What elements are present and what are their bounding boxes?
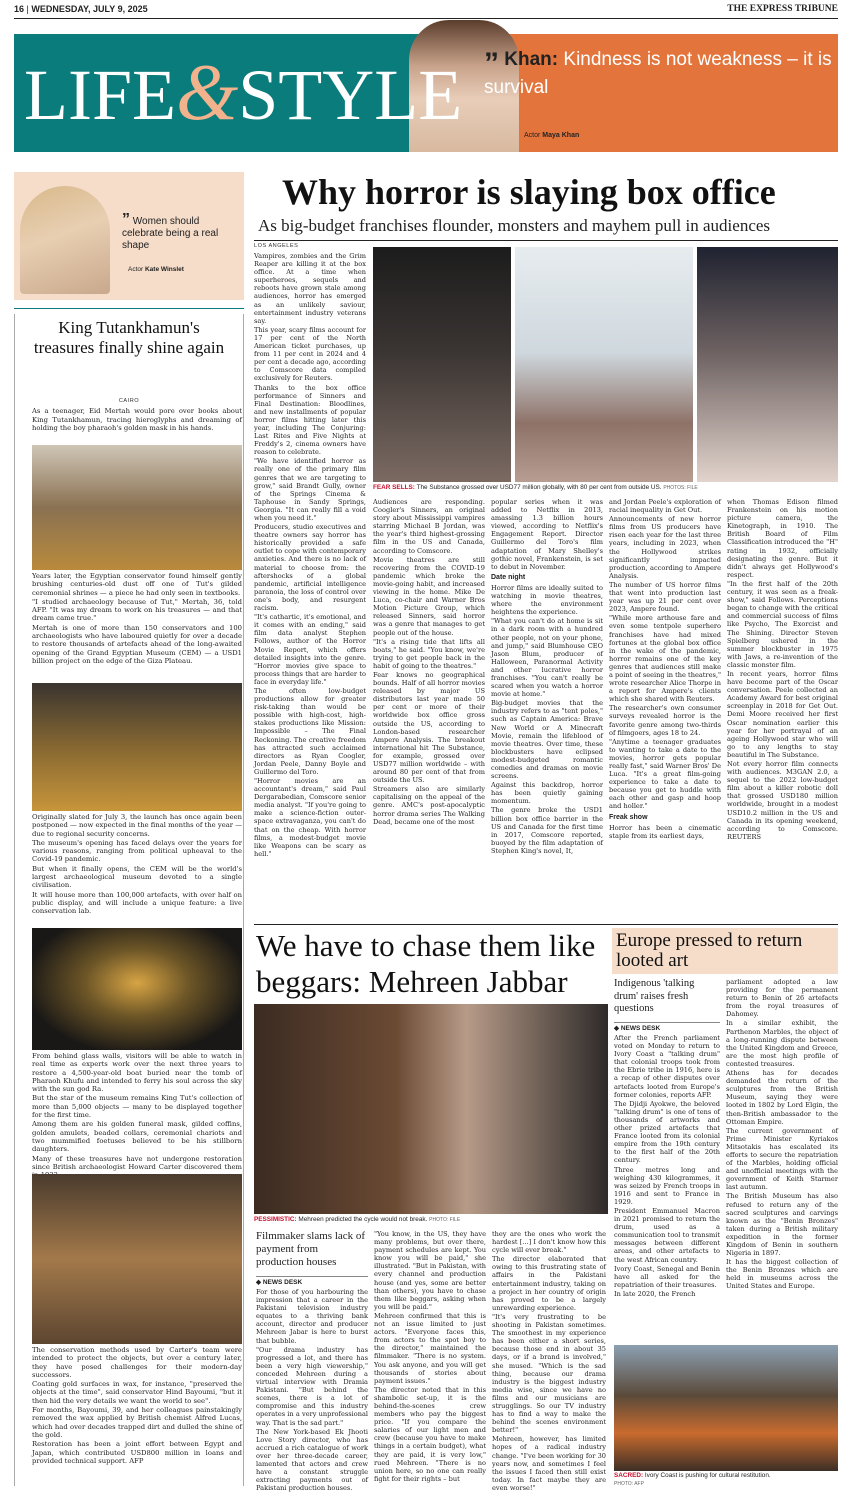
europe-subhead: Indigenous 'talking drum' raises fresh questions (614, 978, 695, 1014)
photo-tut-mask (32, 928, 242, 1050)
tut-section-4: The conservation methods used by Carter's team were intended to protect the objects, but over a century later, they have posed challenges for their modern-day successors. Coating gold surfaces in wax, for instance, "preserved the objects at the time", said conservator Hind Bayoumi, "but it then hid the very details we want the world to see". For months, Bayoumi, 39, and her colleagues painstakingly removed the wax applied by British chemist Alfred Lucas, which had over decades trapped dirt and dulled the shine of the gold. Restoration has been a joint effort between Egypt and Japan, which contributed USD800 million in loans and provided technical support. AFP (32, 1346, 242, 1465)
mehreen-subhead: Filmmaker slams lack of payment from production houses (256, 1230, 366, 1268)
horror-column-3: popular series when it was added to Netflix in 2013, amassing 1.3 billion hours viewed, according to Netflix's Engagement Report. Director Guillermo del Toro's film adaptation of Mary Shelley's gothic novel, Frankenstein, is set to debut in November. Date night Horror films are ideally suited to watching in movie theatres, where the environment heightens the experience. "What you can't do at home is sit in a dark room with a hundred other people, not on your phone, and jump," said Blumhouse CEO Jason Blum, producer of Halloween, Paranormal Activity and other lucrative horror franchises. "You can't really be scared when you watch a horror movie at home." Big-budget movies that the industry refers to as "tent poles," such as Captain America: Brave New World or A Minecraft Movie, remain the lifeblood of movie theatres. Over time, these blockbusters have eclipsed modest-budgeted romantic comedies and dramas on movie screens. Against this backdrop, horror has been quietly gaining momentum. The genre broke the USD1 billion box office barrier in the US and Canada for the first time in 2017, Comscore reported, buoyed by the film adaptation of Stephen King's novel, It, (491, 498, 603, 855)
horror-column-4: and Jordan Peele's exploration of racial inequality in Get Out. Announcements of new horror films from US producers have risen each year for the last three years, including in 2023, when the Hollywood strikes significantly impacted production, according to Ampere Analysis. The number of US horror films that went into production last year was up 21 per cent over 2023, Ampere found. "While more arthouse fare and even some tentpole superhero franchises have had mixed fortunes at the global box office in the wake of the pandemic, horror remains one of the key genres that audiences still make a point of seeing in the theatres," wrote researcher Alice Thorpe in a report for Ampere's clients which she shared with Reuters. The researcher's own consumer surveys revealed horror is the favorite genre among two-thirds of filmgoers, ages 18 to 24. "Anytime a teenager graduates to wanting to take a date to the movies, horror gets popular really fast," said Warner Bros' De Luca. "It's a great film-going experience to take a date to because you get to huddle with each other and gasp and hoop and holler." Freak show Horror has been a cinematic staple from its earliest days, (609, 498, 721, 840)
quote-name: Khan: (504, 49, 559, 70)
horror-caption: FEAR SELLS: The Substance grossed over USD77 million globally, with 80 per cent from outside US. PHOTOS: FILE (373, 484, 698, 491)
lower-rule (254, 924, 838, 925)
mehreen-caption: PESSIMISTIC: Mehreen predicted the cycle would not break. PHOTO: FILE (254, 1216, 461, 1223)
horror-dateline: LOS ANGELES (254, 243, 299, 249)
horror-column-2: Audiences are responding. Coogler's Sinners, an original story about Mississippi vampires starring Michael B Jordan, was the year's third highest-grossing film in the US and Canada, according to Comscore. Movie theatres are still recovering from the COVID-19 pandemic which broke the movie-going habit, and increased viewing in the home. Mike De Luca, co-chair and Warner Bros Motion Picture Group, which released Sinners, said horror was a genre that manages to get people out of the house. "It's a rising tide that lifts all boats," he said. "You know, we're trying to get people back in the habit of going to the theatres." Fear knows no geographical bounds. Half of all horror movies released by major US distributors last year made 50 per cent or more of their worldwide box office gross outside the US, according to London-based researcher Ampere Analysis. The breakout international hit The Substance, for example, grossed over USD77 million worldwide – with around 80 per cent of that from outside the US. Streamers also are similarly capitalising on the appeal of the genre. AMC's post-apocalyptic horror drama series The Walking Dead, became one of the most (373, 498, 485, 826)
europe-headline: Europe pressed to return looted art (616, 930, 803, 971)
mehreen-headline: We have to chase them like beggars: Mehreen Jabbar (256, 928, 596, 999)
horror-deck: As big-budget franchises flounder, monsters and mayhem pull in audiences (258, 216, 771, 235)
section-title (24, 49, 463, 140)
banner-credit: Actor Maya Khan (524, 132, 580, 139)
quote-mark-icon: ” (484, 47, 499, 80)
tut-top-rule (14, 308, 244, 309)
europe-caption: SACRED: Ivory Coast is pushing for cultural restitution. PHOTO: AFP (614, 1472, 771, 1487)
tut-dateline: CAIRO (118, 398, 140, 404)
photo-tut-coffin (32, 683, 242, 811)
page-header: 16 | WEDNESDAY, JULY 9, 2025 THE EXPRESS TRIBUNE (14, 4, 838, 14)
tut-headline: King Tutankhamun's treasures finally shine again (33, 318, 225, 357)
section-banner (14, 34, 838, 152)
winslet-quote-text: Women should celebrate being a real shape (122, 216, 219, 251)
europe-headline-box (612, 928, 838, 974)
mehreen-column-3: they are the ones who work the hardest [...] I don't know how this cycle will ever break." The director elaborated that owing to this frustrating state of affairs in the Pakistani entertainment industry, taking on a project in her country of origin has proved to be a largely unrewarding experience. "It's very frustrating to be shooting in Pakistan sometimes. The smoothest in my experience has been either a short series, because those end in about 35 days, or if a brand is involved," she mused. "Which is the sad thing, because our drama industry is the biggest industry media wise, since we have no films and our musicians are strugglings. So our TV industry has to find a way to make the behind the scenes environment better!" Mehreen, however, has limited hopes of a radical industry change. "I've been working for 30 years now, and sometimes I feel the issues I faced then still exist today. In fact maybe they are even worse!" (492, 1230, 606, 1492)
europe-column-2: parliament adopted a law providing for the permanent return to Benin of 26 artefacts from the royal treasures of Dahomey. In a similar exhibit, the Parthenon Marbles, the object of a long-running dispute between the United Kingdom and Greece, are the most high profile of contested treasures. Athens has for decades demanded the return of the sculptures from the British Museum, saying they were looted in 1802 by Lord Elgin, the then-British ambassador to the Ottoman Empire. The current government of Prime Minister Kyriakos Mitsotakis has escalated its efforts to secure the repatriation of the Marbles, holding official and unofficial meetings with the government of Keith Starmer last autumn. The British Museum has also refused to return any of the sacred sculptures and carvings known as the "Benin Bronzes" taken during a British military expedition in the former Kingdom of Benin in southern Nigeria in 1897. It has the biggest collection of the Benin Bronzes which are held in museums across the United States and Europe. (726, 978, 838, 1291)
page-date: WEDNESDAY, JULY 9, 2025 (31, 4, 148, 14)
europe-column-1: After the French parliament voted on Monday to return to Ivory Coast a "talking drum" that colonial troops took from the Ebrie tribe in 1916, here is a recap of other disputes over artefacts looted from Europe's former colonies, reports AFP. The Djidji Ayokwe, the beloved "talking drum" is one of tens of thousands of artworks and other prized artefacts that France looted from its colonial empire from the 19th century to the first half of the 20th century. Three metres long and weighing 430 kilogrammes, it was seized by French troops in 1916 and sent to France in 1929. President Emmanuel Macron in 2021 promised to return the drum, used as a communication tool to transmit messages between different areas, and other artefacts to the west African country. Ivory Coast, Senegal and Benin have all asked for the repatriation of their treasures. In late 2020, the French (614, 1034, 720, 1298)
desk-icon: ◆ (614, 1025, 621, 1032)
winslet-quote (122, 211, 242, 264)
photo-tut-museum-hall (32, 1174, 242, 1344)
quote-mark-icon: ” (122, 211, 130, 228)
europe-desk: ◆ NEWS DESK (614, 1022, 720, 1032)
photo-ivory-coast-ceremony (614, 1345, 838, 1471)
section-ampersand: & (175, 49, 239, 137)
horror-headline: Why horror is slaying box office (282, 172, 776, 212)
mehreen-column-2: "You know, in the US, they have many problems, but over there, payment schedules are kept. You know you will be paid," she illustrated. "But in Pakistan, with every channel and production house (and yes, some are better than others), you have to chase them like beggars, asking when you will be paid." Mehreen confirmed that this is not an issue limited to just actors. "Everyone faces this, from actors to the spot boy to the director," maintained the filmmaker. "There is no system. You ask anyone, and you will get thousands of stories about payment issues." The director noted that in this shambolic set-up, it is the behind-the-scenes crew members who pay the biggest price. "If you compare the salaries of our light men and crew (because you have to make things in a certain budget), what they are paid, it is very low," rued Mehreen. "There is no union here, so no one can really fight for their rights – but (374, 1230, 486, 1483)
photo-margaret-qualley (697, 247, 838, 482)
section-style: STYLE (238, 55, 463, 135)
mehreen-desk: ◆ NEWS DESK (256, 1276, 368, 1286)
page-number: 16 (14, 4, 25, 14)
banner-quote (484, 48, 834, 128)
photo-substance-scene (515, 247, 693, 482)
photo-demi-moore (373, 247, 511, 482)
horror-rule (254, 240, 838, 241)
photo-tut-conservator (32, 445, 242, 570)
header-rule (14, 18, 838, 19)
paper-name: THE EXPRESS TRIBUNE (727, 4, 838, 14)
tut-section-3: From behind glass walls, visitors will be able to watch in real time as experts work over the next three years to restore a 4,500-year-old boat buried near the tomb of Pharaoh Khufu and intended to ferry his soul across the sky with the sun god Ra. But the star of the museum remains King Tut's collection of more than 5,000 objects — many to be displayed together for the first time. Among them are his golden funeral mask, gilded coffins, golden amulets, beaded collars, ceremonial chariots and two mummified foetuses believed to be his stillborn daughters. Many of these treasures have not undergone restoration since British archaeologist Howard Carter discovered them (32, 1052, 242, 1171)
tut-section-2: Originally slated for July 3, the launch has once again been postponed — now expected in the final months of the year — due to regional security concerns. The museum's opening has faced delays over the years for various reasons, ranging from political upheaval to the Covid-19 pandemic. But when it finally opens, the CEM will be the world's largest archaeological museum devoted to a single civilisation. It will house more than 100,000 artefacts, with over half on public display, and will include a unique feature: a live conservation lab. (32, 813, 242, 916)
winslet-quote-box (14, 172, 244, 300)
winslet-credit: Actor Kate Winslet (128, 266, 184, 273)
horror-column-1: Vampires, zombies and the Grim Reaper are killing it at the box office. At a time when superheroes, sequels and reboots have grown stale among audiences, horror has emerged as an unlikely saviour, entertainment industry veterans say. This year, scary films account for 17 per cent of the North American ticket purchases, up from 11 per cent in 2024 and 4 per cent a decade ago, according to Comscore data compiled exclusively for Reuters. Thanks to the box office performance of Sinners and Final Destination: Bloodlines, and new installments of popular horror films hitting later this year, including The Conjuring: Last Rites and Five Nights at Freddy's 2, cinema owners have reason to celebrate. "We have identified horror as really one of the primary film genres that we are targeting to grow," said Brandt Gully, owner of the Springs Cinema & Taphouse in Sandy Springs, Georgia. "It can really fill a void when you need it." Producers, studio executives and theatre owners say horror has historically provided a safe outlet to cope with contemporary anxieties. And there is no lack of material to choose from: the aftershocks of a global pandemic, artificial intelligence paranoia, the loss of control over one's body, and resurgent racism. "It's cathartic, it's emotional, and it comes with an ending," said film data analyst Stephen Follows, author of the Horror Movie Report, which offers detailed insights into the genre. "Horror movies give space to process things that are harder to face in everyday life." The often low-budget productions allow for greater risk-taking than would be possible with high-cost, high-stakes productions like Mission: Impossible – The Final Reckoning. The creative freedom has attracted such acclaimed directors as Ryan Coogler, Jordan Peele, Danny Boyle and Guillermo del Toro. "Horror movies are an accountant's dream," said Paul Dergarabedian, Comscore senior media analyst. "If you're going to make a science-fiction outer-space extravaganza, you can't do that on the cheap. With horror films, a modest-budget movie like Weapons can be scary as hell." (254, 252, 366, 858)
horror-column-5: when Thomas Edison filmed Frankenstein on his motion picture camera, the Kinetograph, in 1910. The British Board of Film Classification introduced the "H" rating in 1932, officially designating the genre. But it didn't always get Hollywood's respect. "In the first half of the 20th century, it was seen as a freak-show," said Follows. Perceptions began to change with the critical and commercial success of films like Psycho, The Exorcist and The Shining. Director Steven Spielberg ushered in the summer blockbuster in 1975 with Jaws, a re-invention of the classic monster film. In recent years, horror films have become part of the Oscar conversation. Peele collected an Academy Award for best original screenplay in 2018 for Get Out. Demi Moore received her first Oscar nomination earlier this year for her portrayal of an ageing Hollywood star who will go to any lengths to stay beautiful in The Substance. Not every horror film connects with audiences. M3GAN 2.0, a sequel to the 2022 low-budget film about a killer robotic doll that grossed USD180 million worldwide, brought in a modest USD10.2 million in the US and Canada in its opening weekend, according to Comscore. REUTERS (727, 498, 838, 841)
subhead-freak-show: Freak show (609, 813, 648, 821)
mehreen-column-1: For those of you harbouring the impression that a career in the Pakistani television industry equates to a thriving bank account, director and producer Mehreen Jabar is here to burst that bubble. "Our drama industry has progressed a lot, and there has been a very high viewership," conceded Mehreen during a virtual interview with Dramia Pakistani. "But behind the scenes, there is a lot of compromise and this industry operates in a very unprofessional way. That is the sad part." The New York-based Ek Jhooti Love Story director, who has accrued a rich catalogue of work over her three-decade career, lamented that actors and crew have a constant struggle extracting payments out of Pakistani production houses. (256, 1288, 368, 1493)
quote-text: Kindness is not weakness – it is survival (484, 49, 832, 98)
tut-section-1: Years later, the Egyptian conservator found himself gently brushing centuries-old dust off one of Tut's gilded ceremonial shrines — a piece he had only seen in textbooks. "I studied archaeology because of Tut," Mertah, 36, told AFP. "It was my dream to work on his treasures — and that dream came true." Mertah is one of more than 150 conservators and 100 archaeologists who have laboured quietly for over a decade to restore thousands of artefacts ahead of the long-awaited opening of the Grand Egyptian Museum (CEM) — a USD1 billion project on the edge of the Giza Plateau. (32, 572, 242, 665)
subhead-date-night: Date night (491, 573, 526, 581)
photo-mehreen-jabbar (254, 1004, 608, 1214)
winslet-photo (20, 186, 110, 294)
banner-actor-name: Maya Khan (542, 132, 580, 139)
desk-icon: ◆ (256, 1279, 263, 1286)
section-life: LIFE (24, 55, 176, 135)
tut-intro: As a teenager, Eid Mertah would pore over books about King Tutankhamun, tracing hieroglyphs and dreaming of holding the boy pharaoh's golden mask in his hands. (32, 407, 242, 432)
